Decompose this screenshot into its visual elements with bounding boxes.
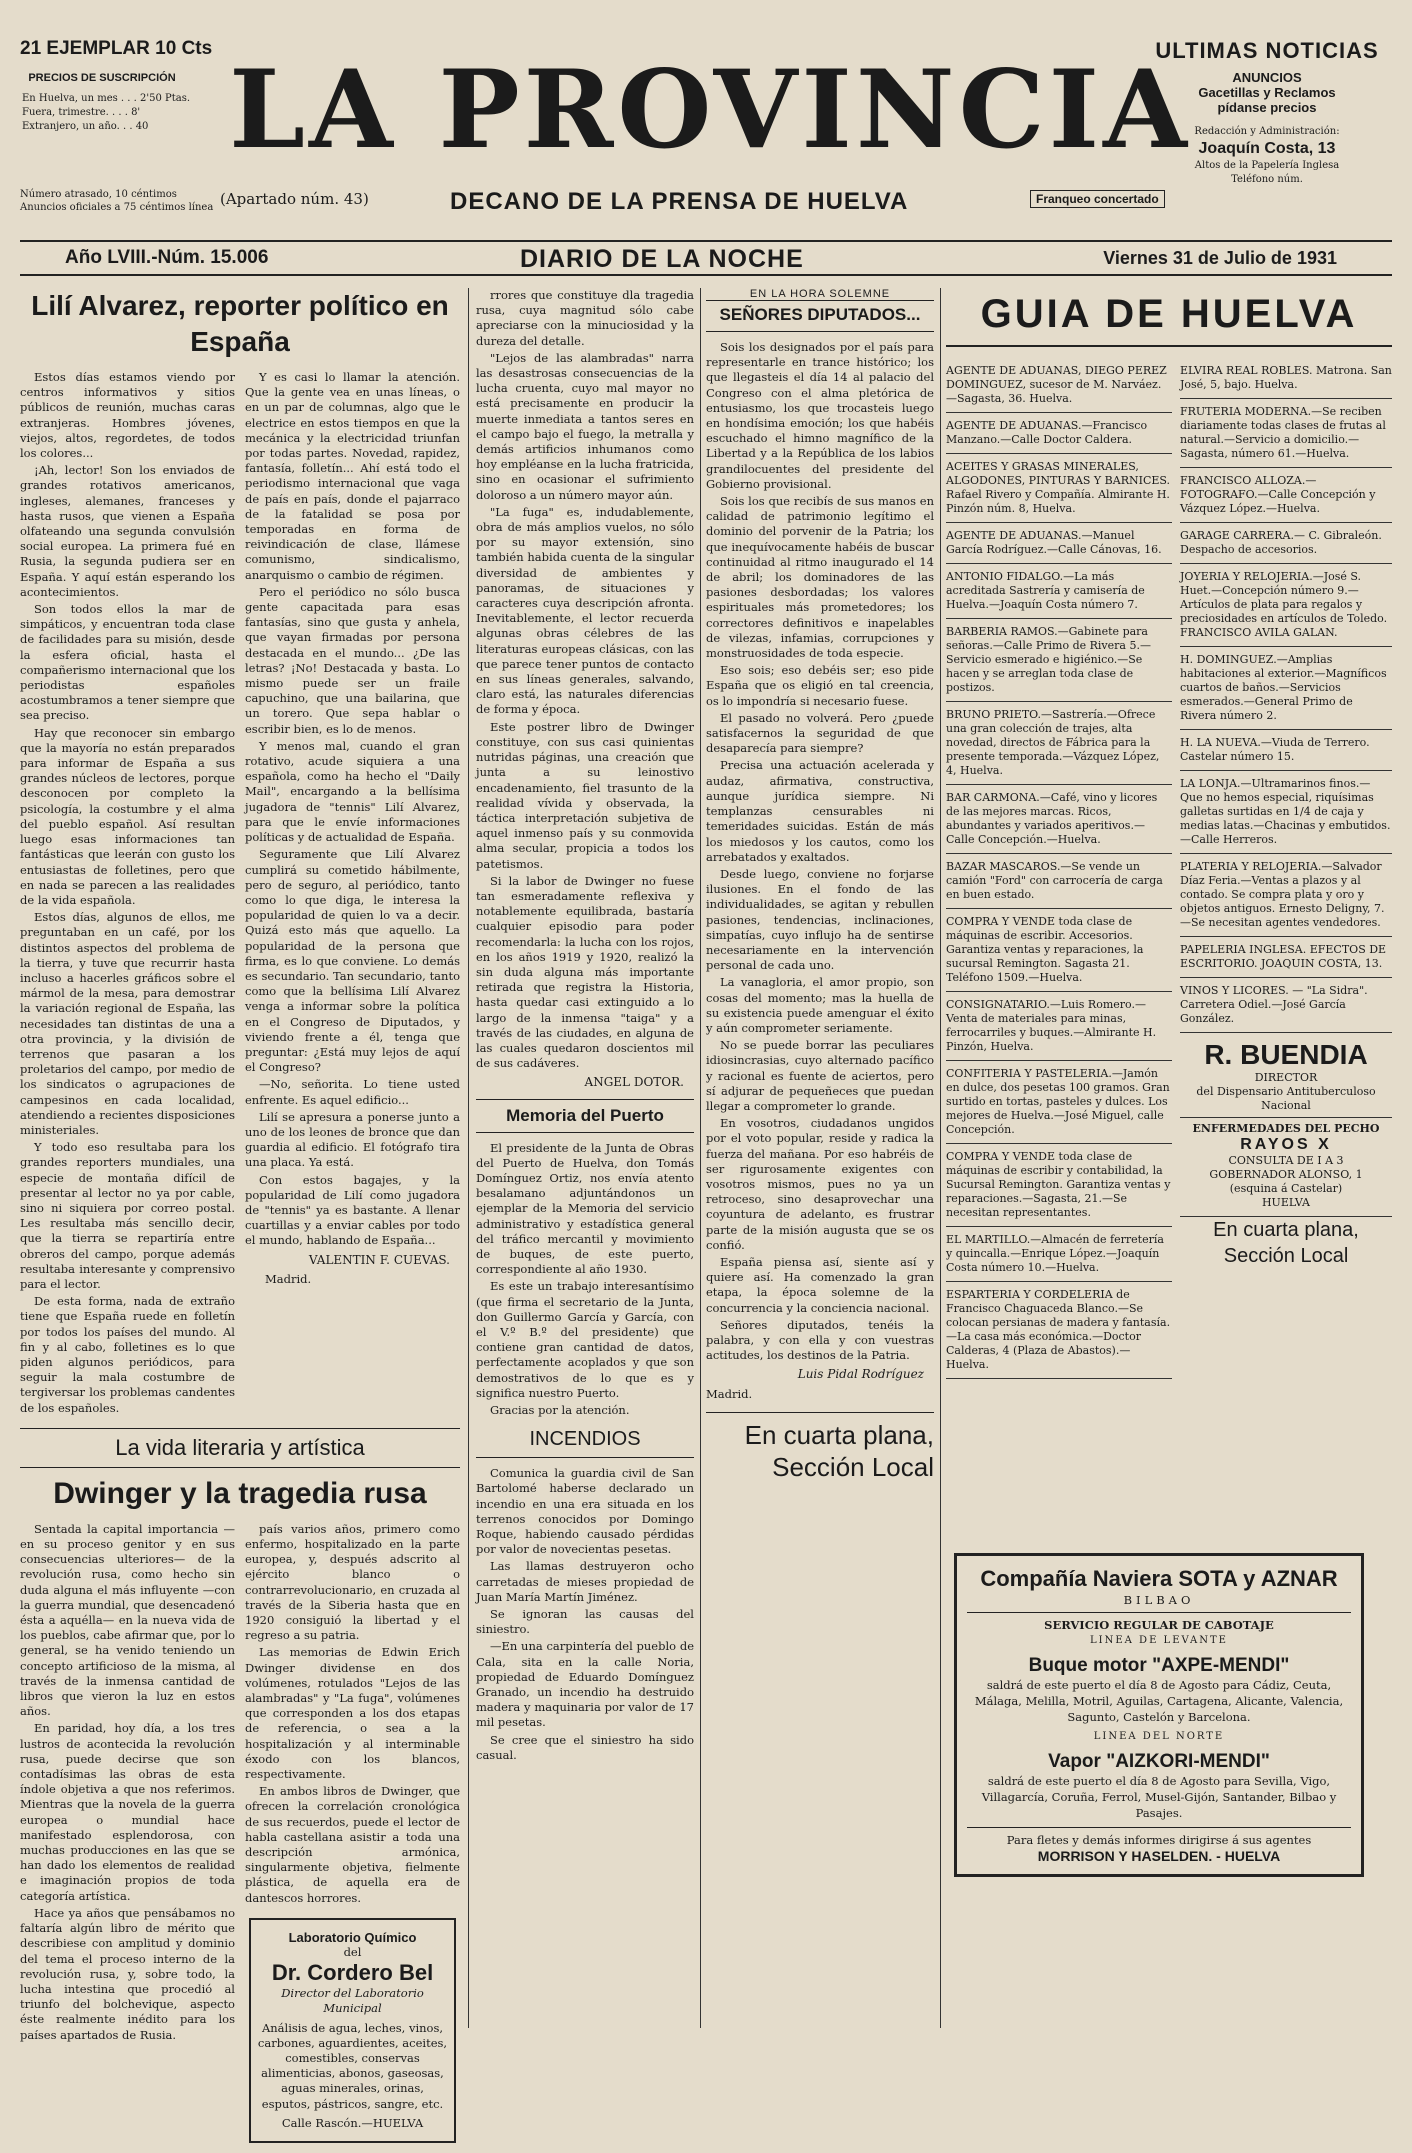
paragraph: Seguramente que Lilí Alvarez cumplirá su cometido hábilmente, pero de seguro, al periódico, tanto como lo que diga, le interesa la popularidad de quien lo va a decir. Quizá esto más que aquello. La popularidad de la persona que firma, es lo que conviene. Lo demás es secundario. Tan secundario, tanto como que la bellísima Lilí Alvarez venga a informar sobre la política en el Congreso de Diputados, y viviendo frente a él, tenga que preguntar: ¿Está muy lejos de aquí el Congreso? bbox=[245, 847, 460, 1075]
lili-col-b bbox=[245, 370, 460, 1418]
guia-title: GUIA DE HUELVA bbox=[946, 288, 1392, 347]
issue-date: Viernes 31 de Julio de 1931 bbox=[1103, 248, 1337, 268]
paragraph: Precisa una actuación acelerada y audaz, afirmativa, constructiva, aunque jurídica siempre. Ni templanzas censurables ni temeridades suicidas. Están de más los miedosos y los cautos, como los arrebatados y exaltados. bbox=[706, 758, 934, 864]
guia-listing: COMPRA Y VENDE toda clase de máquinas de escribir. Accesorios. Garantiza ventas y reparaciones, la sucursal Remington. Sagasta 21. Teléfono 1509.—Huelva. bbox=[946, 909, 1172, 992]
naviera-linea1: LINEA DE LEVANTE bbox=[1090, 1635, 1228, 1646]
guia-listing: BAZAR MASCAROS.—Se vende un camión "Ford" con carrocería de carga en buen estado. bbox=[946, 854, 1172, 909]
lab-sub: Director del Laboratorio Municipal bbox=[281, 1986, 424, 2016]
ultimas-noticias: ULTIMAS NOTICIAS bbox=[1155, 38, 1379, 63]
guia-listing: ANTONIO FIDALGO.—La más acreditada Sastrería y camisería de Huelva.—Joaquín Costa número 7. bbox=[946, 564, 1172, 619]
author-signature: Luis Pidal Rodríguez bbox=[797, 1367, 924, 1382]
dwinger-col-b bbox=[245, 1522, 460, 2153]
paragraph: El pasado no volverá. Pero ¿puede satisfacernos la seguridad de que desaparecía para siempre? bbox=[706, 710, 934, 756]
paragraph: El presidente de la Junta de Obras del Puerto de Huelva, don Tomás Domínguez Ortiz, nos envía atento besalamano adjuntándonos un ejemplar de la Memoria del servicio administrativo y estadística general del tráfico mercantil y movimiento de buques, de este puerto, correspondiente al año 1930. bbox=[476, 1140, 694, 1277]
cuarta-line2: Sección Local bbox=[1223, 1245, 1349, 1267]
naviera-linea2: LINEA DEL NORTE bbox=[1093, 1731, 1225, 1742]
paragraph: Pero el periódico no sólo busca gente capacitada para esas fantasías, sino que gusta y anhela, que vayan firmadas por persona destacada en el mundo... ¿De las letras? ¡No! Destacada y basta. Lo mismo puede ser un fraile capuchino, que una bailarina, que un torero. Que sepa hablar o escribir bien, es lo de menos. bbox=[245, 584, 460, 736]
paragraph: España piensa así, siente así y quiere así. Ha comenzado la gran etapa, la época solemne de la concurrencia y la conciencia nacional. bbox=[706, 1254, 934, 1315]
address: Joaquín Costa, 13 bbox=[1198, 140, 1336, 157]
buendia-dept: del Dispensario Antituberculoso Nacional bbox=[1196, 1085, 1376, 1112]
guia-listing: COMPRA Y VENDE toda clase de máquinas de escribir y contabilidad, la Sucursal Remington. Garantiza ventas y reparaciones.—Sagasta, 21.—Se necesitan representantes. bbox=[946, 1144, 1172, 1227]
guia-listing: JOYERIA Y RELOJERIA.—José S. Huet.—Concepción número 9.—Artículos de plata para regalos y preciosidades en artículos de Toledo. FRANCISCO AVILA GALAN. bbox=[1180, 564, 1392, 647]
guia-listing: PLATERIA Y RELOJERIA.—Salvador Díaz Feria.—Ventas a plazos y al contado. Se compra plata y oro y objetos antiguos. Ernesto Deligny, 7.—Se necesitan agentes vendedores. bbox=[1180, 854, 1392, 937]
column-rule bbox=[468, 288, 469, 2028]
paragraph: Sois los que recibís de sus manos en calidad de patrimonio legítimo el dominio del porvenir de la Patria; los que inequívocamente habéis de buscar continuidad al ritmo inaugurado el 14 de abril; los dominadores de las pasiones desbordadas; los valores espirituales más prometedores; los correctores definitivos e inapelables de vilezas, infamias, corrupciones y monstruosidades de toda especie. bbox=[706, 494, 934, 661]
dateline: Madrid. bbox=[706, 1386, 753, 1401]
altos-label: Altos de la Papelería Inglesa bbox=[1194, 160, 1340, 171]
guia-listing: AGENTE DE ADUANAS.—Francisco Manzano.—Calle Doctor Caldera. bbox=[946, 413, 1172, 454]
guia-listing: CONFITERIA Y PASTELERIA.—Jamón en dulce, dos pesetas 100 gramos. Gran surtido en tortas, pasteles y dulces. Los mejores de Huelva.—José Miguel, calle Concepción. bbox=[946, 1061, 1172, 1144]
cuarta-line2: Sección Local bbox=[772, 1451, 934, 1482]
paragraph: Eso sois; eso debéis ser; eso pide España que os eligió en tal creencia, os lo impondría si necesario fuese. bbox=[706, 663, 934, 708]
paragraph: En paridad, hoy día, a los tres lustros de acontecida la revolución rusa, puede decirse que son contadísimas las obras de esta índole objetiva a que nos referimos. Mientras que la novela de la guerra europea o mundial hace manifestado esplendorosa, con muchas producciones en las que se han dado los elementos de realidad e imaginación propios de toda categoría artística. bbox=[20, 1721, 235, 1903]
guia-listing: LA LONJA.—Ultramarinos finos.—Que no hemos especial, riquísimas galletas surtidas en 1/4 de caja y medias latas.—Chacinas y embutidos.—Calle Herreros. bbox=[1180, 771, 1392, 854]
naviera-ship2: Vapor "AIZKORI-MENDI" bbox=[1048, 1751, 1270, 1772]
paragraph: Comunica la guardia civil de San Bartolomé haberse declarado un incendio en una era situada en los terrenos conocidos por Domingo Roque, habiendo causado pérdidas por valor de novecientas pesetas. bbox=[476, 1466, 694, 1557]
lab-desc: Análisis de agua, leches, vinos, carbones, aguardientes, aceites, comestibles, conservas alimenticias, abonos, gaseosas, aguas minerales, orinas, esputos, pástricos, sangre, etc. bbox=[257, 2020, 448, 2111]
cuarta-plana-note bbox=[706, 1412, 934, 1483]
buendia-spec: ENFERMEDADES DEL PECHO bbox=[1180, 1117, 1392, 1136]
paragraph: Hace ya años que pensábamos no faltaría algún libro de mérito que describiese con amplitud y dominio del tema el proceso interno de la revolución rusa, y, sobre todo, la lucha intestina que procedió al triunfo del bolchevique, aspecto éste realmente inédito para los países apartados de Rusia. bbox=[20, 1905, 235, 2042]
incendios-title: INCENDIOS bbox=[476, 1428, 694, 1458]
guia-listing: EL MARTILLO.—Almacén de ferretería y quincalla.—Enrique López.—Joaquín Costa número 10.—Huelva. bbox=[946, 1227, 1172, 1282]
subscription-title: PRECIOS DE SUSCRIPCIÓN bbox=[28, 72, 176, 84]
price-label: 21 EJEMPLAR 10 Cts bbox=[20, 38, 213, 59]
diputados-title: SEÑORES DIPUTADOS... bbox=[706, 305, 934, 332]
paragraph: De esta forma, nada de extraño tiene que España ruede en folletín por todos los países del mundo. Al fin y al cabo, folletines es lo que piden algunos periódicos, para seguir la mala costumbre de tergiversar los problemas candentes de los españoles. bbox=[20, 1294, 235, 1415]
paragraph: Gracias por la atención. bbox=[490, 1403, 630, 1418]
buendia-role: DIRECTOR bbox=[1254, 1071, 1318, 1084]
paragraph: Sentada la capital importancia —en su proceso genitor y en sus consecuencias ulteriores— de la revolución rusa, como hecho sin duda alguna el más influyente —con la guerra mundial, que desencadenó ésta a aquélla— en la nueva vida de los pueblos, cabe afirmar que, por lo general, se ha venido teniendo un concepto artificioso de la misma, al través de la inmensa cantidad de libros que vieron la luz en estos años. bbox=[20, 1521, 235, 1719]
buendia-rayos: RAYOS X bbox=[1240, 1136, 1332, 1153]
guia-listing: CONSIGNATARIO.—Luis Romero.—Venta de materiales para minas, ferrocarriles y buques.—Almirante H. Pinzón, Huelva. bbox=[946, 992, 1172, 1061]
paragraph: Y menos mal, cuando el gran rotativo, acude siquiera a una española, como ha hecho el "Daily Mail", encargando a la bellísima jugadora de "tennis" Lilí Alvarez, para que le envíe informaciones políticas y de actualidad de España. bbox=[245, 738, 460, 845]
paragraph: Lilí se apresura a ponerse junto a uno de los leones de bronce que dan guardia al edificio. El fotógrafo tira una placa. Ya está. bbox=[245, 1109, 460, 1170]
anuncios-label: ANUNCIOS bbox=[1232, 70, 1302, 85]
masthead bbox=[0, 0, 1412, 215]
lili-col-a bbox=[20, 370, 235, 1418]
paragraph: Estos días, algunos de ellos, me preguntaban en un café, por los distintos aspectos del problema de la tierra, y tuve que recurrir hasta incluso a hacerles gráficos sobre el mármol de la mesa, para demostrar la variación regional de España, las necesidades tan distintas de una a otra provincia, y la división de terrenos que pasaran a los proletarios del campo, por medio de los sindicatos o agrupaciones de campesinos en cada localidad, atendiendo a recientes disposiciones ministeriales. bbox=[20, 910, 235, 1137]
naviera-ship1: Buque motor "AXPE-MENDI" bbox=[1028, 1655, 1290, 1676]
paragraph: Señores diputados, tenéis la palabra, y con ella y con vuestras actitudes, los destinos de la Patria. bbox=[706, 1317, 934, 1363]
paragraph: ¡Ah, lector! Son los enviados de grandes rotativos americanos, ingleses, alemanes, franceses y hasta rusos, que vienen a España olfateando una segunda convulsión social europea. La primera fué en Rusia, la segunda pudiera ser en España. Y aquí están esperando los acontecimientos. bbox=[20, 463, 235, 599]
buendia-city: HUELVA bbox=[1261, 1196, 1311, 1209]
paragraph: Se cree que el siniestro ha sido casual. bbox=[476, 1732, 694, 1762]
paragraph: Estos días estamos viendo por centros informativos y sitios públicos de reunión, muchas caras extranjeras. Hombres jóvenes, viejos, altos, regordetes, de todos los colores... bbox=[20, 370, 235, 461]
naviera-info: Para fletes y demás informes dirigirse á sus agentes bbox=[967, 1827, 1351, 1848]
cuarta-line1: En cuarta plana, bbox=[744, 1419, 934, 1450]
kicker: EN LA HORA SOLEMNE bbox=[706, 288, 934, 301]
redaccion-label: Redacción y Administración: bbox=[1194, 126, 1340, 137]
guia-listing: FRANCISCO ALLOZA.—FOTOGRAFO.—Calle Concepción y Vázquez López.—Huelva. bbox=[1180, 468, 1392, 523]
pidanse-label: pídanse precios bbox=[1217, 100, 1317, 115]
guia-listing: PAPELERIA INGLESA. EFECTOS DE ESCRITORIO. JOAQUIN COSTA, 13. bbox=[1180, 937, 1392, 978]
guia-listing: FRUTERIA MODERNA.—Se reciben diariamente todas clases de frutas al natural.—Servicio a domicilio.—Sagasta, número 61.—Huelva. bbox=[1180, 399, 1392, 468]
naviera-ad bbox=[954, 1553, 1364, 1877]
guia-listing: ACEITES Y GRASAS MINERALES, ALGODONES, PINTURAS Y BARNICES. Rafael Rivero y Compañía. Almirante H. Pinzón núm. 8, Huelva. bbox=[946, 454, 1172, 523]
paragraph: "Lejos de las alambradas" narra las desastrosas consecuencias de la lucha cruenta, cuyo mal mayor no está precisamente en producir la muerte inmediata a tantos seres en el campo bajo el fuego, la metralla y demás artificios inhumanos como hoy empléanse en la lucha fratricida, sino en ocasionar el sufrimiento doloroso a un número mayor aún. bbox=[476, 350, 694, 502]
paragraph: rrores que constituye dla tragedia rusa, cuya magnitud sólo cabe apreciarse con la minuciosidad y la dureza del detalle. bbox=[476, 288, 694, 348]
paragraph: No se puede borrar las peculiares idiosincrasias, cuyo alternado pacífico y racional es fuente de aciertos, pero sí adjurar de pequeñeces que puedan llegar a comprometer lo grande. bbox=[706, 1038, 934, 1113]
paragraph: —No, señorita. Lo tiene usted enfrente. Es aquel edificio... bbox=[245, 1077, 460, 1107]
lab-ad bbox=[249, 1918, 456, 2143]
naviera-agents: MORRISON Y HASELDEN. - HUELVA bbox=[1037, 1848, 1281, 1864]
paragraph: Sois los designados por el país para representarle en trance histórico; los que llegasteis el día 14 al palacio del Congreso con el alma pletórica de entusiasmo, los que trocasteis luego en hondísima emoción; los que habéis escuchado el himno magnífico de la Libertad y a la República de los labios grandilocuentes del presidente del Gobierno provisional. bbox=[706, 340, 934, 491]
paragraph: La vanagloria, el amor propio, son cosas del momento; mas la huella de su existencia puede amenguar el éxito y aún comprometer seriamente. bbox=[706, 975, 934, 1035]
paragraph: Es este un trabajo interesantísimo (que firma el secretario de la Junta, don Guillermo García y García, con el V.º B.º del presidente) que contiene gran cantidad de datos, perfectamente acoplados y que son demostrativos de lo que es y significa nuestro Puerto. bbox=[476, 1279, 694, 1400]
guia-listing: BAR CARMONA.—Café, vino y licores de las mejores marcas. Ricos, abundantes y variados aperitivos.—Calle Concepción.—Huelva. bbox=[946, 785, 1172, 854]
guia-listing: AGENTE DE ADUANAS, DIEGO PEREZ DOMINGUEZ, sucesor de M. Narváez.—Sagasta, 36. Huelva. bbox=[946, 358, 1172, 413]
paragraph: Y es casi lo llamar la atención. Que la gente vea en unas líneas, o en un par de columnas, algo que le electrice en estos tiempos en que la mecánica y la electricidad triunfan por todas partes. Novedad, rapidez, fantasía, folletín... Ahí está todo el periodismo internacional que vaga de país en país, donde el pajarraco de la fatalidad se posa por temporadas en forma de reivindicación de clase, llámese comunismo, sindicalismo, anarquismo o cambio de régimen. bbox=[245, 370, 460, 582]
subscription-prices: En Huelva, un mes . . . 2'50 Ptas. Fuera, trimestre. . . . 8' Extranjero, un año. . . 40 bbox=[22, 93, 191, 132]
paragraph: En vosotros, ciudadanos ungidos por el voto popular, reside y radica la fuerza del mañana. Por eso habréis de ser rigurosamente exigentes con vosotros mismos, pues no ya un retroceso, sino desaprovechar una coyuntura de adelanto, es frustrar parte de la misión augusta que se os confió. bbox=[706, 1116, 934, 1252]
paragraph: —En una carpintería del pueblo de Cala, sita en la calle Noria, propiedad de Eduardo Domínguez Granado, un incendio ha destruido madera y maquinaria por valor de 17 mil pesetas. bbox=[476, 1639, 694, 1730]
issue-number: Año LVIII.-Núm. 15.006 bbox=[65, 247, 269, 268]
buendia-addr1: GOBERNADOR ALONSO, 1 bbox=[1209, 1168, 1363, 1181]
guia-listing: ELVIRA REAL ROBLES. Matrona. San José, 5, bajo. Huelva. bbox=[1180, 358, 1392, 399]
masthead-right bbox=[1142, 38, 1392, 187]
telefono-label: Teléfono núm. bbox=[1231, 174, 1303, 185]
paragraph: Son todos ellos la mar de simpáticos, y encuentran toda clase de facilidades para su misión, desde la esfera oficial, hasta el compañerismo internacional que los periodistas españoles acostumbramos a tener siempre que sea preciso. bbox=[20, 602, 235, 723]
lab-address: Calle Rascón.—HUELVA bbox=[281, 2115, 424, 2130]
naviera-service: SERVICIO REGULAR DE CABOTAJE bbox=[967, 1612, 1351, 1633]
guia-listing: VINOS Y LICORES. — "La Sidra". Carretera Odiel.—José García González. bbox=[1180, 978, 1392, 1033]
paragraph: Hay que reconocer sin embargo que la mayoría no están preparados para informar de España a sus grandes núcleos de lectores, porque desconocen por completo la psicología, la costumbre y el alma del pueblo español. Así resultan luego esas informaciones tan fantásticas que leerán con gusto los entusiastas de folletines, pero que en nada se parecen a las realidades de la vida española. bbox=[20, 725, 235, 907]
guia-left-column bbox=[946, 358, 1172, 1379]
guia-de-huelva bbox=[946, 288, 1392, 2028]
article-title-dwinger: Dwinger y la tragedia rusa bbox=[53, 1476, 427, 1510]
paragraph: Este postrer libro de Dwinger constituye, con sus casi quinientas nutridas páginas, una creación que junta a su leinostivo encadenamiento, fiel trasunto de la realidad vívida y observada, la táctica interpretación subjetiva de aquel inmenso país y su conmovida alma secular, propicia a todos los patetismos. bbox=[476, 719, 694, 871]
guia-listing: H. LA NUEVA.—Viuda de Terrero. Castelar número 15. bbox=[1180, 730, 1392, 771]
guia-listing: BRUNO PRIETO.—Sastrería.—Ofrece una gran colección de trajes, alta novedad, directos de Fábrica para la presente temporada.—Vázquez López, 4, Huelva. bbox=[946, 702, 1172, 785]
paragraph: Las llamas destruyeron ocho carretadas de mieses propiedad de Juan María Martín Jiménez. bbox=[476, 1559, 694, 1604]
paragraph: Con estos bagajes, y la popularidad de Lilí como jugadora de "tennis" ya es bastante. A llenar cuartillas y a enviar cables por todo el mundo, hablando de España... bbox=[245, 1172, 460, 1248]
column-left bbox=[20, 288, 460, 2130]
naviera-desc1: saldrá de este puerto el día 8 de Agosto para Cádiz, Ceuta, Málaga, Melilla, Motril, Aguilas, Cartagena, Alicante, Valencia, Sagunto, Castelón y Barcelona. bbox=[974, 1678, 1344, 1724]
naviera-title: Compañía Naviera SOTA y AZNAR bbox=[980, 1566, 1338, 1591]
paragraph: Y todo eso resultaba para los grandes reporters mundiales, una especie de montaña difícil de presentar al lector no ya por cable, sino ni siquiera por correo postal. Les resultaba más sencillo decir, que la tierra se repartiría entre obreros del campo, porque además resultaba interesante y comprensivo para el lector. bbox=[20, 1140, 235, 1291]
column-rule bbox=[700, 288, 701, 2028]
lab-del: del bbox=[343, 1944, 362, 1959]
buendia-ad bbox=[1180, 1033, 1392, 1217]
gacetillas-label: Gacetillas y Reclamos bbox=[1198, 85, 1336, 100]
franqueo-stamp: Franqueo concertado bbox=[1030, 190, 1165, 208]
paragraph: "La fuga" es, indudablemente, obra de más amplios vuelos, no sólo por su mayor extensión, sino también habida cuenta de la singular diversidad de ambientes y panoramas, de situaciones y caracteres cuya descripción afronta. Inevitablemente, el lector recuerda algunas obras célebres de las literaturas europeas clásicas, con las que parece tener puntos de contacto en sus líneas generales, salvando, claro está, las naturales diferencias de forma y época. bbox=[476, 504, 694, 717]
article-title-lili: Lilí Alvarez, reporter político en España bbox=[31, 290, 449, 357]
paragraph: Se ignoran las causas del siniestro. bbox=[476, 1607, 694, 1637]
paragraph: Si la labor de Dwinger no fuese tan esmeradamente reflexiva y notablemente equilibrada, bastaría cualquier episodio para poder recomendarla: la lucha con los rojos, en los años 1919 y 1920, realizó la sin duda alguna más importante retirada que registra la Historia, hasta quedar casi extinguido a lo largo de la inmensa "taiga" y a través de las ciudades, en alguna de las cuales quedaron doscientos mil de sus cadáveres. bbox=[476, 873, 694, 1071]
date-bar bbox=[20, 240, 1392, 276]
guia-listing: H. DOMINGUEZ.—Amplias habitaciones al exterior.—Magníficos cuartos de baños.—Servicios esmerados.—General Primo de Rivera número 2. bbox=[1180, 647, 1392, 730]
author-signature: ANGEL DOTOR. bbox=[584, 1075, 684, 1090]
memoria-title: Memoria del Puerto bbox=[476, 1099, 694, 1133]
diario-label: DIARIO DE LA NOCHE bbox=[520, 245, 804, 273]
apartado: (Apartado núm. 43) bbox=[220, 190, 369, 208]
guia-listing: BARBERIA RAMOS.—Gabinete para señoras.—Calle Primo de Rivera 5.—Servicio esmerado e higiénico.—Se hacen y se arreglan toda clase de postizos. bbox=[946, 619, 1172, 702]
column-middle bbox=[476, 288, 694, 2028]
guia-right-column bbox=[1180, 358, 1392, 1269]
naviera-desc2: saldrá de este puerto el día 8 de Agosto para Sevilla, Vigo, Villagarcía, Coruña, Ferrol, Musel-Gijón, Santander, Bilbao y Pasajes. bbox=[981, 1774, 1337, 1820]
section-header-literaria: La vida literaria y artística bbox=[20, 1428, 460, 1468]
author-signature: VALENTIN F. CUEVAS. bbox=[308, 1252, 450, 1267]
dwinger-col-a bbox=[20, 1522, 235, 2153]
dateline: Madrid. bbox=[265, 1271, 312, 1286]
column-rule bbox=[940, 288, 941, 2028]
buendia-addr2: (esquina á Castelar) bbox=[1229, 1182, 1343, 1195]
paragraph: país varios años, primero como enfermo, hospitalizado en la parte europea, y, después adscrito al ejército blanco o contrarrevolucionario, en cruzada al través de la Siberia hasta que en 1920 consiguió la libertad y el regreso a su patria. bbox=[245, 1521, 460, 1643]
tagline: DECANO DE LA PRENSA DE HUELVA bbox=[450, 188, 909, 215]
guia-listing: GARAGE CARRERA.— C. Gibraleón. Despacho de accesorios. bbox=[1180, 523, 1392, 564]
lab-title: Laboratorio Químico bbox=[288, 1929, 417, 1945]
buendia-consulta: CONSULTA DE I A 3 bbox=[1228, 1154, 1344, 1167]
back-issue-price: Número atrasado, 10 céntimos Anuncios oficiales a 75 céntimos línea bbox=[20, 189, 214, 213]
cuarta-plana-note bbox=[1180, 1217, 1392, 1269]
newspaper-title: LA PROVINCIA bbox=[229, 47, 1191, 173]
paragraph: En ambos libros de Dwinger, que ofrecen la correlación cronológica de sus recuerdos, puede el lector de habla castellana asistir a toda una descripción armónica, singularmente objetiva, fielmente plástica, de aquella era de dantescos horrores. bbox=[245, 1784, 460, 1905]
paragraph: Las memorias de Edwin Erich Dwinger dividense en dos volúmenes, rotulados "Lejos de las alambradas" y "La fuga", volúmenes que corresponden a los dos etapas de referencia, o sea a la hospitalización y al interminable éxodo con los blancos, respectivamente. bbox=[245, 1645, 460, 1782]
cuarta-line1: En cuarta plana, bbox=[1213, 1219, 1359, 1241]
naviera-city: BILBAO bbox=[1123, 1593, 1195, 1607]
buendia-name: R. BUENDIA bbox=[1204, 1039, 1368, 1070]
guia-listing: ESPARTERIA Y CORDELERIA de Francisco Chaguaceda Blanco.—Se colocan persianas de madera y fantasía.—La casa más económica.—Doctor Calderas, 4 (Plaza de Abastos).—Huelva. bbox=[946, 1282, 1172, 1379]
paragraph: Desde luego, conviene no forjarse ilusiones. En el fondo de las individualidades, se agitan y rebullen pasiones, tendencias, inclinaciones, simpatías, cuyo influjo ha de sentirse necesariamente en la intervención personal de cada uno. bbox=[706, 866, 934, 973]
guia-listing: AGENTE DE ADUANAS.—Manuel García Rodríguez.—Calle Cánovas, 16. bbox=[946, 523, 1172, 564]
lab-name: Dr. Cordero Bel bbox=[271, 1960, 434, 1986]
column-diputados bbox=[706, 288, 934, 2028]
